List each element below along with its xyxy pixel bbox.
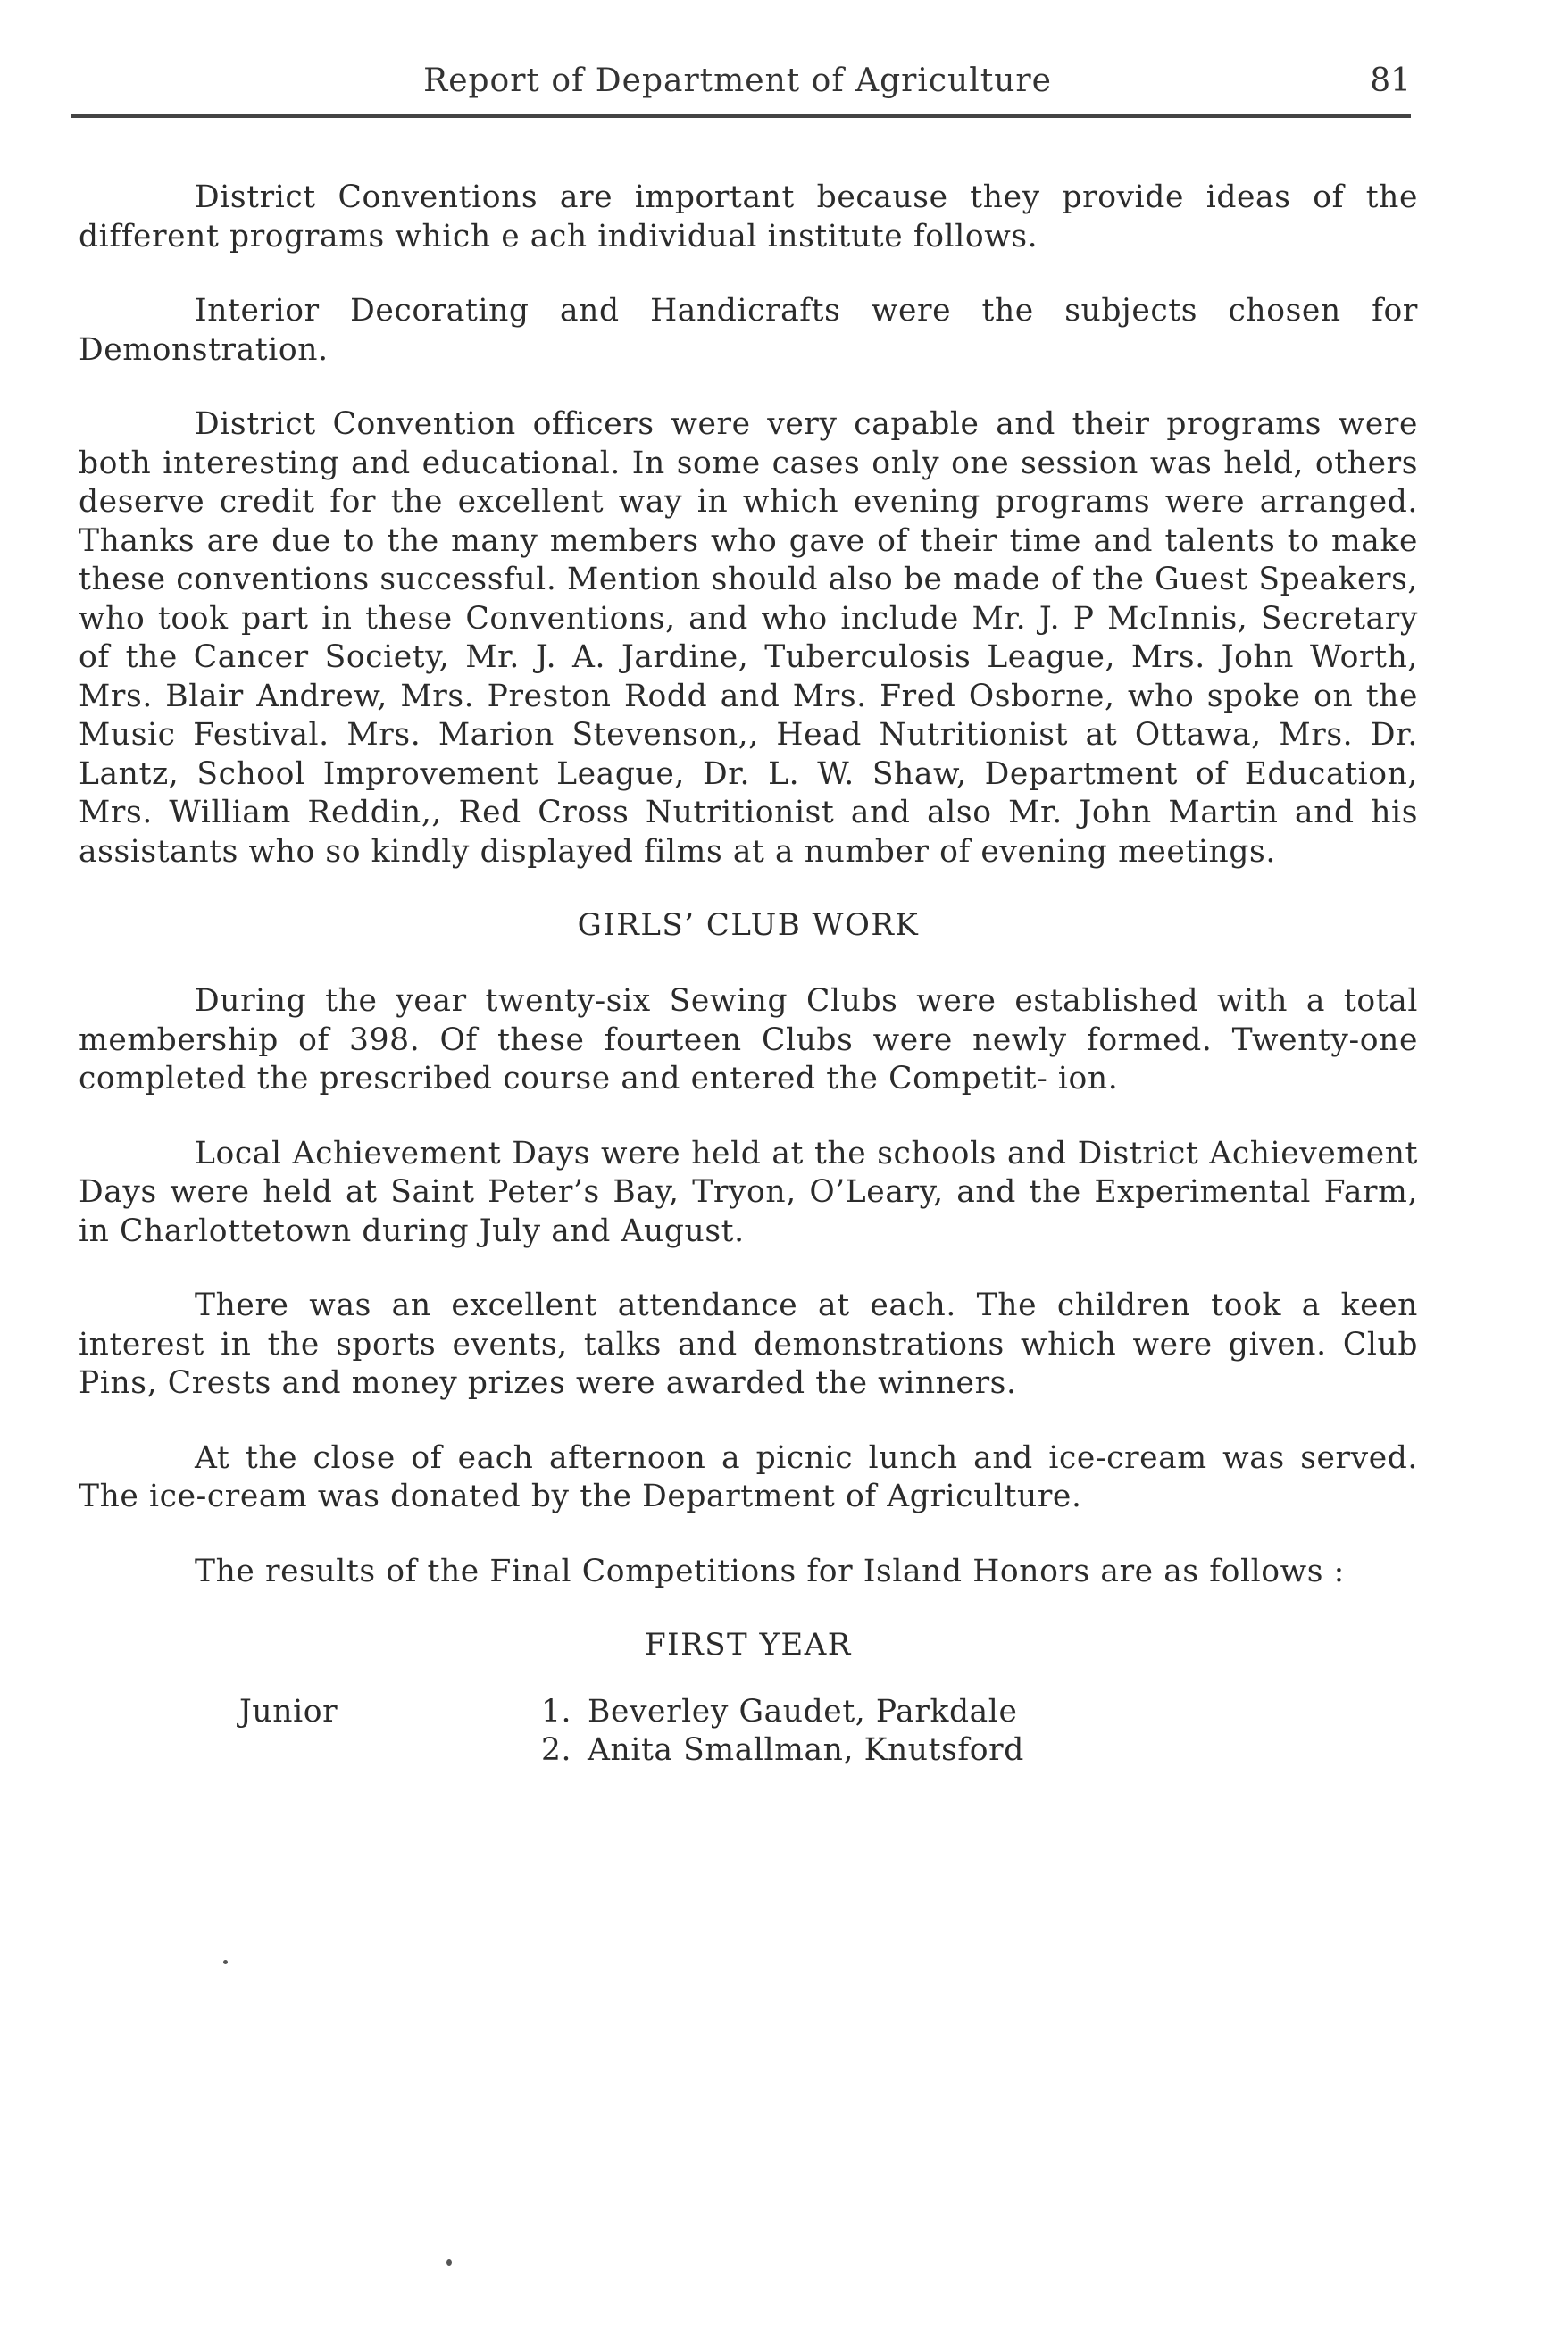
paragraph-attendance: There was an excellent attendance at each. The children took a keen interest in the sports events, talks and demonstrations which were given. Club Pins, Crests and money prizes were awarded the winners. — [79, 1288, 1418, 1401]
list-item — [541, 1693, 1024, 1731]
page-number: 81 — [1370, 63, 1411, 99]
entry-name: Beverley Gaudet, Parkdale — [588, 1694, 1018, 1730]
paragraph-district-conventions: District Conventions are important because they provide ideas of the different programs which e ach individual institute follows. — [79, 179, 1418, 254]
section-heading-girls-club-work: GIRLS’ CLUB WORK — [577, 907, 920, 943]
entry-name: Anita Smallman, Knutsford — [588, 1732, 1024, 1768]
paragraph-results-intro: The results of the Final Competitions for Island Honors are as follows : — [195, 1553, 1345, 1589]
entry-number: 1. — [541, 1694, 572, 1730]
list-item — [541, 1731, 1024, 1770]
subheading-first-year: FIRST YEAR — [645, 1627, 852, 1663]
results-list — [79, 1693, 1418, 1770]
results-category: Junior — [239, 1694, 338, 1730]
running-header-title: Report of Department of Agriculture — [423, 63, 1052, 99]
scan-speck — [446, 2259, 452, 2266]
header-rule — [71, 114, 1411, 118]
entry-number: 2. — [541, 1732, 572, 1768]
paragraph-demonstration-subjects: Interior Decorating and Handicrafts were the subjects chosen for Demonstration. — [79, 293, 1418, 368]
paragraph-achievement-days: Local Achievement Days were held at the schools and District Achievement Days were held at Saint Peter’s Bay, Tryon, O’Leary, and the Experimental Farm, in Charlottetown during July and August. — [79, 1135, 1418, 1249]
results-entries — [541, 1693, 1024, 1770]
paragraph-sewing-clubs: During the year twenty-six Sewing Clubs were established with a total membership of 398. Of these fourteen Clubs were newly formed. Twenty-one completed the prescribed course and entered the Competit- ion. — [79, 983, 1418, 1096]
paragraph-picnic-lunch: At the close of each afternoon a picnic lunch and ice-cream was served. The ice-cream was donated by the Department of Agriculture. — [79, 1439, 1418, 1514]
paragraph-convention-officers: District Convention officers were very capable and their programs were both interesting and educational. In some cases only one session was held, others deserve credit for the excellent way in which evening programs were arranged. Thanks are due to the many members who gave of their time and talents to make these conventions successful. Mention should also be made of the Guest Speakers, who took part in these Conventions, and who include Mr. J. P McInnis, Secretary of the Cancer Society, Mr. J. A. Jardine, Tuberculosis League, Mrs. John Worth, Mrs. Blair Andrew, Mrs. Preston Rodd and Mrs. Fred Osborne, who spoke on the Music Festival. Mrs. Marion Stevenson,, Head Nutritionist at Ottawa, Mrs. Dr. Lantz, School Improvement League, Dr. L. W. Shaw, Department of Education, Mrs. William Reddin,, Red Cross Nutritionist and also Mr. John Martin and his assistants who so kindly displayed films at a number of evening meetings. — [79, 406, 1418, 870]
page-body — [79, 179, 1418, 1770]
scan-speck — [223, 1960, 228, 1964]
